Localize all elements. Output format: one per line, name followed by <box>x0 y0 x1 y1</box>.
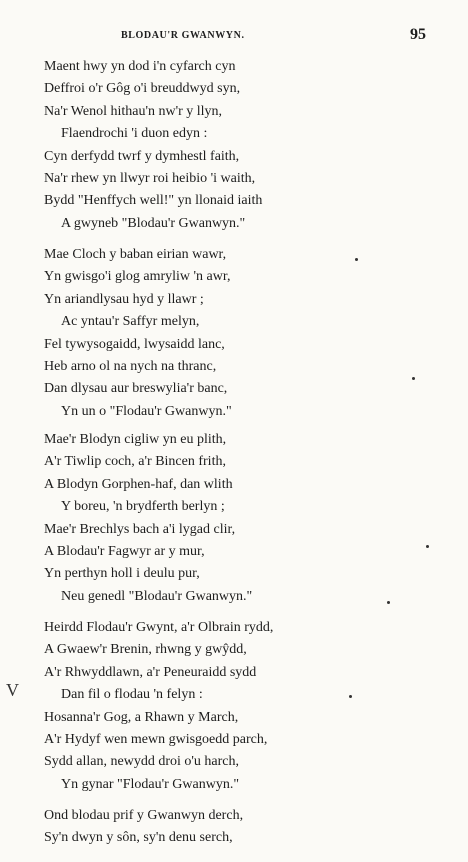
ink-speck <box>349 695 352 698</box>
stanza-5 <box>44 805 444 850</box>
poem-line: Ond blodau prif y Gwanwyn derch, <box>44 808 244 823</box>
poem-line: Yn ariandlysau hyd y llawr ; <box>44 291 204 307</box>
poem-line: Fel tywysogaidd, lwysaidd lanc, <box>44 336 225 352</box>
poem-line: A'r Hydyf wen mewn gwisgoedd parch, <box>44 731 268 747</box>
poem-line: A Blodyn Gorphen-haf, dan wlith <box>44 476 233 492</box>
poem-line: Mae Cloch y baban eirian wawr, <box>44 247 227 262</box>
poem-line: Y boreu, 'n brydferth berlyn ; <box>61 499 225 515</box>
poem-line: Sydd allan, newydd droi o'u harch, <box>44 754 239 770</box>
stanza-1 <box>44 56 444 235</box>
poem-line: Yn gwisgo'i glog amryliw 'n awr, <box>44 269 231 285</box>
poem-line: Yn perthyn holl i deulu pur, <box>44 566 200 582</box>
poem-line: A Blodau'r Fagwyr ar y mur, <box>44 543 205 559</box>
ink-speck <box>387 601 390 604</box>
stanza-3 <box>44 429 444 608</box>
poem-line: Yn gynar "Flodau'r Gwanwyn." <box>61 776 240 792</box>
poem-line: Deffroi o'r Gôg o'i breuddwyd syn, <box>44 81 241 97</box>
poem-line: Maent hwy yn dod i'n cyfarch cyn <box>44 59 236 74</box>
poem-line: Na'r Wenol hithau'n nw'r y llyn, <box>44 103 223 119</box>
ink-speck <box>426 545 429 548</box>
poem-line: Bydd "Henffych well!" yn llonaid iaith <box>44 193 263 209</box>
poem-line: Hosanna'r Gog, a Rhawn y March, <box>44 709 239 725</box>
poem-line: Cyn derfydd twrf y dymhestl faith, <box>44 148 240 164</box>
poem-line: A Gwaew'r Brenin, rhwng y gwŷdd, <box>44 642 247 658</box>
poem-line: Heb arno ol na nych na thranc, <box>44 358 217 374</box>
page-header <box>0 26 468 46</box>
running-title: BLODAU'R GWANWYN. <box>121 30 245 41</box>
margin-check-mark: V <box>6 680 19 700</box>
poem-line: Heirdd Flodau'r Gwynt, a'r Olbrain rydd, <box>44 620 274 635</box>
poem-line: Na'r rhew yn llwyr roi heibio 'i waith, <box>44 170 256 186</box>
poem-line: A'r Tiwlip coch, a'r Bincen frith, <box>44 454 226 470</box>
poem-line: Sy'n dwyn y sôn, sy'n denu serch, <box>44 830 233 846</box>
ink-speck <box>412 377 415 380</box>
poem-line: Mae'r Brechlys bach a'i lygad clir, <box>44 521 236 537</box>
poem-line: Neu genedl "Blodau'r Gwanwyn." <box>61 588 253 604</box>
poem-line: Yn un o "Flodau'r Gwanwyn." <box>61 403 232 419</box>
poem-line: Mae'r Blodyn cigliw yn eu plith, <box>44 432 227 447</box>
poem-line: A gwyneb "Blodau'r Gwanwyn." <box>61 215 246 231</box>
poem-line: Dan fil o flodau 'n felyn : <box>61 687 203 703</box>
page-number: 95 <box>410 26 426 43</box>
stanza-4 <box>44 617 444 796</box>
ink-speck <box>355 258 358 261</box>
poem-line: Ac yntau'r Saffyr melyn, <box>61 314 200 330</box>
poem-line: A'r Rhwyddlawn, a'r Peneuraidd sydd <box>44 664 257 680</box>
poem-line: Dan dlysau aur breswylia'r banc, <box>44 381 228 397</box>
poem-line: Flaendrochi 'i duon edyn : <box>61 126 208 142</box>
stanza-2 <box>44 244 444 423</box>
